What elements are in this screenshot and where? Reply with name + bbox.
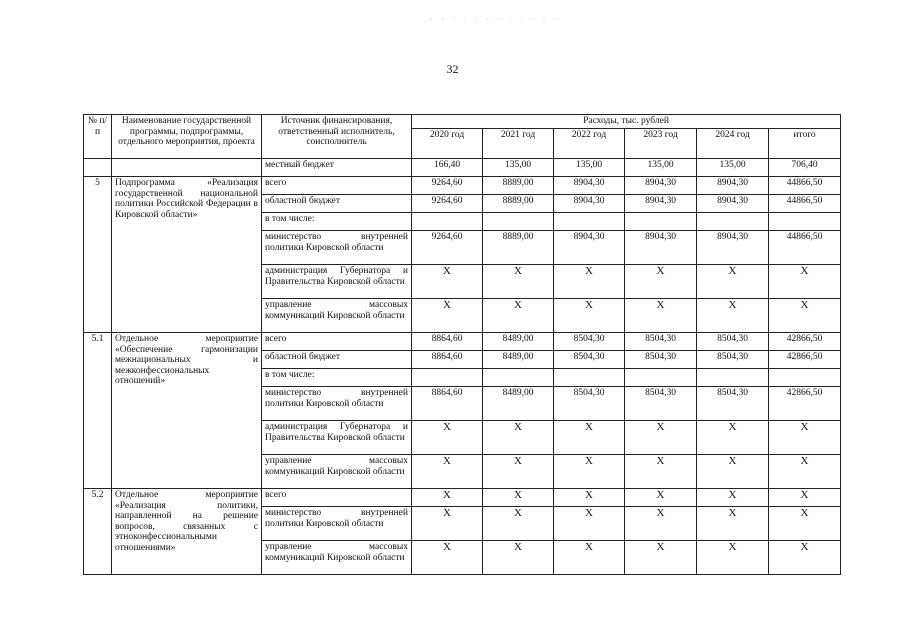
row-value: X: [554, 541, 625, 575]
row-source: управление массовых коммуникаций Кировской области: [262, 541, 412, 575]
row-value: 8864,60: [412, 351, 483, 369]
row-value: 8504,30: [697, 351, 769, 369]
row-value: X: [625, 489, 697, 507]
row-value: 706,40: [769, 159, 841, 177]
row-value: 44866,50: [769, 195, 841, 213]
row-value: X: [554, 299, 625, 333]
row-value: 135,00: [554, 159, 625, 177]
row-value: 8904,30: [625, 195, 697, 213]
row-value: 135,00: [483, 159, 554, 177]
row-value: X: [769, 489, 841, 507]
row-value: X: [625, 507, 697, 541]
row-value: 8904,30: [554, 195, 625, 213]
group-name: Отдельное мероприятие «Обеспечение гармонизации межнациональных и межконфессиональных отношений»: [112, 333, 262, 489]
row-value: X: [554, 421, 625, 455]
row-value: X: [625, 299, 697, 333]
row-value: 8889,00: [483, 195, 554, 213]
row-value: X: [697, 421, 769, 455]
row-value: 8504,30: [625, 387, 697, 421]
row-value: X: [483, 507, 554, 541]
row-value: [554, 369, 625, 387]
row-value: X: [625, 455, 697, 489]
row-value: 8904,30: [554, 231, 625, 265]
expenses-table: [83, 114, 841, 575]
row-value: 42866,50: [769, 351, 841, 369]
row-value: 8904,30: [697, 195, 769, 213]
table-row: [84, 159, 841, 177]
row-value: X: [769, 421, 841, 455]
row-source: министерство внутренней политики Кировской области: [262, 231, 412, 265]
row-value: X: [412, 299, 483, 333]
row-value: 44866,50: [769, 231, 841, 265]
row-value: [697, 369, 769, 387]
row-value: 9264,60: [412, 231, 483, 265]
row-value: 8504,30: [625, 333, 697, 351]
row-value: X: [554, 489, 625, 507]
row-value: X: [697, 265, 769, 299]
row-source: министерство внутренней политики Кировской области: [262, 387, 412, 421]
header-year: 2024 год: [697, 129, 769, 159]
row-source: управление массовых коммуникаций Кировской области: [262, 299, 412, 333]
row-value: 8864,60: [412, 387, 483, 421]
row-value: X: [554, 265, 625, 299]
header-expenses: Расходы, тыс. рублей: [412, 115, 841, 129]
row-value: 135,00: [697, 159, 769, 177]
row-value: X: [554, 455, 625, 489]
row-value: X: [697, 507, 769, 541]
row-value: 8889,00: [483, 177, 554, 195]
row-value: X: [412, 489, 483, 507]
row-value: [625, 213, 697, 231]
row-value: [483, 369, 554, 387]
row-value: [697, 213, 769, 231]
row-value: X: [412, 421, 483, 455]
row-value: X: [625, 265, 697, 299]
row-value: [769, 369, 841, 387]
row-source: администрация Губернатора и Правительства Кировской области: [262, 421, 412, 455]
row-value: X: [697, 489, 769, 507]
row-source: всего: [262, 333, 412, 351]
row-value: X: [769, 507, 841, 541]
row-value: 8504,30: [554, 387, 625, 421]
group-name: Отдельное мероприятие «Реализация политики, направленной на решение вопросов, связанных с этноконфессиональными отношениями»: [112, 489, 262, 575]
row-value: X: [625, 541, 697, 575]
row-value: 8489,00: [483, 387, 554, 421]
row-value: 166,40: [412, 159, 483, 177]
row-value: 42866,50: [769, 387, 841, 421]
row-source: местный бюджет: [262, 159, 412, 177]
header-source: Источник финансирования, ответственный исполнитель, соисполнитель: [262, 115, 412, 159]
row-value: 8904,30: [697, 231, 769, 265]
page-number: 32: [446, 62, 459, 76]
row-value: X: [625, 421, 697, 455]
row-value: X: [697, 541, 769, 575]
group-name: Подпрограмма «Реализация государственной национальной политики Российской Федерации в Кировской области»: [112, 177, 262, 333]
row-name: [112, 159, 262, 177]
row-value: X: [697, 455, 769, 489]
row-value: 8889,00: [483, 231, 554, 265]
scan-noise: · · · · · · · · · · · ·: [430, 14, 560, 24]
row-value: X: [483, 299, 554, 333]
row-value: 42866,50: [769, 333, 841, 351]
row-source: всего: [262, 489, 412, 507]
header-name: Наименование государственной программы, подпрограммы, отдельного мероприятия, проекта: [112, 115, 262, 159]
row-value: X: [769, 265, 841, 299]
header-year: 2021 год: [483, 129, 554, 159]
row-source: областной бюджет: [262, 351, 412, 369]
row-value: X: [483, 421, 554, 455]
row-value: 8504,30: [554, 333, 625, 351]
header-year: 2020 год: [412, 129, 483, 159]
row-value: X: [769, 455, 841, 489]
row-value: X: [697, 299, 769, 333]
row-value: X: [412, 507, 483, 541]
row-value: 8904,30: [697, 177, 769, 195]
table-row: [84, 177, 841, 195]
row-value: 44866,50: [769, 177, 841, 195]
row-value: 9264,60: [412, 195, 483, 213]
row-value: X: [483, 541, 554, 575]
row-value: 8504,30: [697, 387, 769, 421]
row-source: в том числе:: [262, 213, 412, 231]
row-value: 8504,30: [625, 351, 697, 369]
row-value: X: [412, 265, 483, 299]
row-value: 8489,00: [483, 351, 554, 369]
row-value: [625, 369, 697, 387]
header-num: № п/п: [84, 115, 112, 159]
row-value: X: [412, 541, 483, 575]
row-source: областной бюджет: [262, 195, 412, 213]
row-value: 8904,30: [625, 231, 697, 265]
group-num: 5: [84, 177, 112, 333]
row-value: 135,00: [625, 159, 697, 177]
row-value: X: [483, 489, 554, 507]
row-value: [412, 369, 483, 387]
row-value: 9264,60: [412, 177, 483, 195]
group-num: 5.2: [84, 489, 112, 575]
row-value: 8904,30: [625, 177, 697, 195]
row-value: X: [769, 299, 841, 333]
row-value: [554, 213, 625, 231]
header-total: итого: [769, 129, 841, 159]
row-value: X: [769, 541, 841, 575]
row-value: 8489,00: [483, 333, 554, 351]
row-value: [769, 213, 841, 231]
row-value: X: [483, 455, 554, 489]
row-value: [412, 213, 483, 231]
header-year: 2023 год: [625, 129, 697, 159]
row-value: X: [483, 265, 554, 299]
header-year: 2022 год: [554, 129, 625, 159]
row-source: управление массовых коммуникаций Кировской области: [262, 455, 412, 489]
row-value: 8864,60: [412, 333, 483, 351]
row-value: X: [554, 507, 625, 541]
group-num: 5.1: [84, 333, 112, 489]
row-value: 8504,30: [554, 351, 625, 369]
row-value: 8504,30: [697, 333, 769, 351]
row-source: администрация Губернатора и Правительства Кировской области: [262, 265, 412, 299]
row-value: [483, 213, 554, 231]
row-num: [84, 159, 112, 177]
row-value: X: [412, 455, 483, 489]
row-source: всего: [262, 177, 412, 195]
row-value: 8904,30: [554, 177, 625, 195]
row-source: в том числе:: [262, 369, 412, 387]
table-row: [84, 489, 841, 507]
table-row: [84, 333, 841, 351]
row-source: министерство внутренней политики Кировской области: [262, 507, 412, 541]
